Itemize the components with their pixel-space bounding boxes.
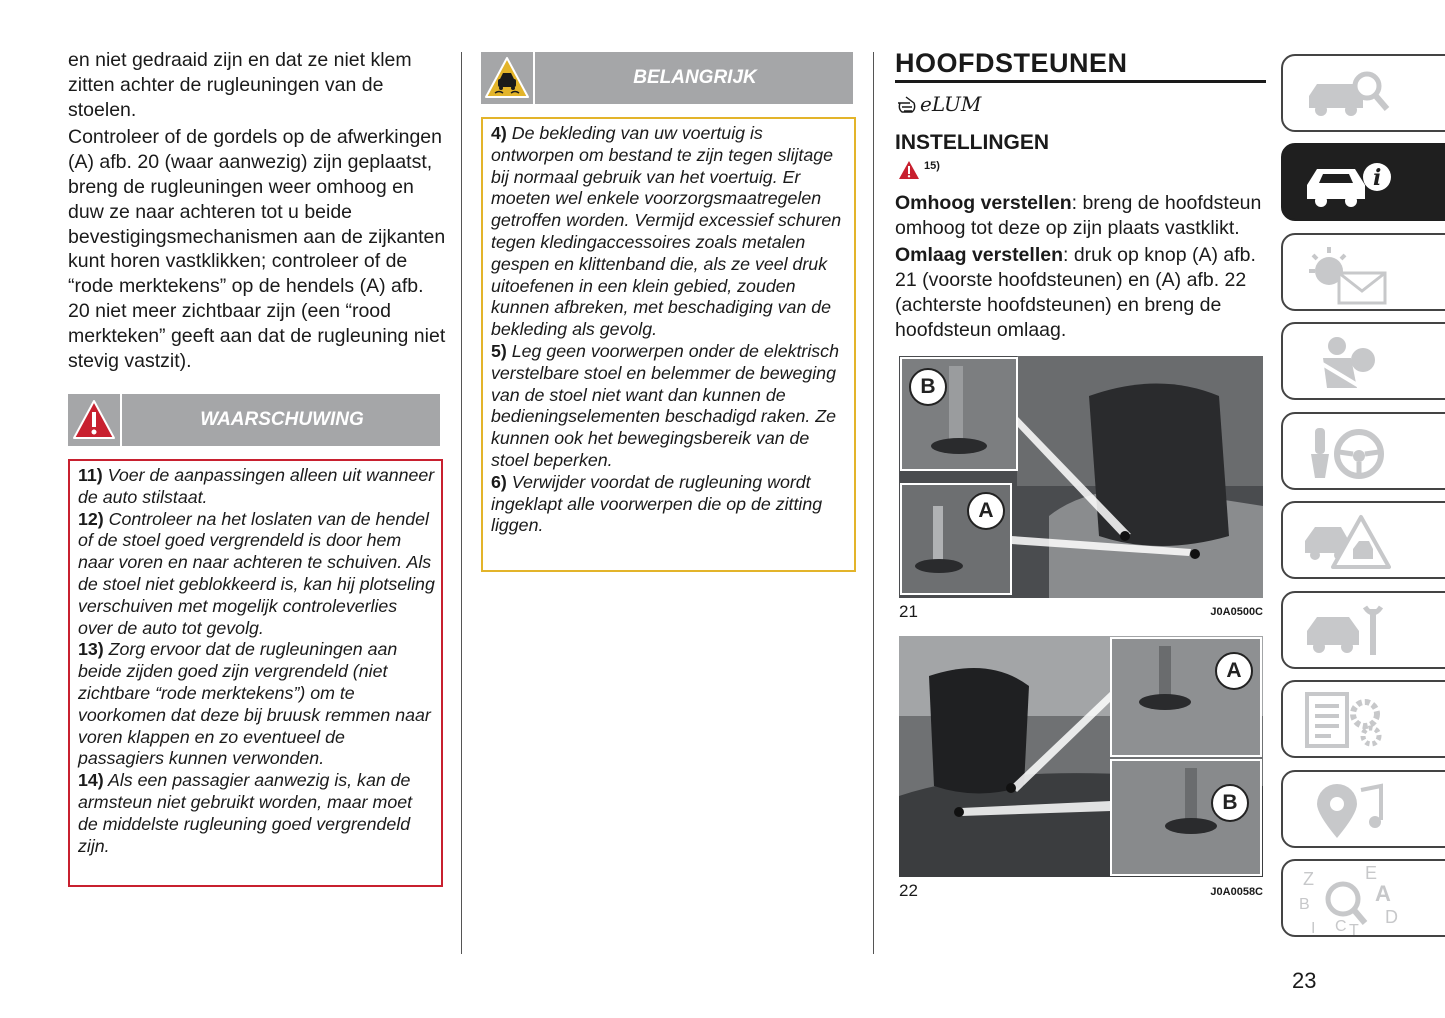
figure-number: 22 <box>899 881 918 900</box>
music-location-icon <box>1301 780 1391 842</box>
callout-a: A <box>967 492 1005 530</box>
tab-maintenance[interactable] <box>1281 591 1445 669</box>
important-title: BELANGRIJK <box>633 67 757 88</box>
tab-car-info[interactable] <box>1281 143 1445 221</box>
warning-triangle-icon <box>898 160 920 180</box>
figure-22-image <box>899 636 1263 877</box>
airbag-icon <box>1301 332 1391 394</box>
warning-reference: 15) <box>898 160 940 180</box>
column-divider <box>461 52 462 954</box>
column3-body <box>895 191 1267 343</box>
tab-lights-messages[interactable] <box>1281 233 1445 311</box>
tab-technical-data[interactable] <box>1281 680 1445 758</box>
pointing-hand-icon <box>896 93 920 115</box>
index-letter: D <box>1385 907 1398 927</box>
warning-header <box>68 394 440 446</box>
light-envelope-icon <box>1301 243 1391 305</box>
car-warning-icon <box>1301 511 1391 573</box>
figure-21-image <box>899 356 1263 598</box>
important-item: 4) De bekleding van uw voertuig is ontworpen om bestand te zijn tegen slijtage bij normaal gebruik van het voertuig. Er moeten wel enkele voorzorgsmaatregelen getroffen worden. Vermijd excessief schuren tegen kledingaccessoires zoals metalen gespen en klittenband die, als ze veel druk uitoefenen in een klein gebied, zouden kunnen afbreken, met beschadiging van de bekleding als gevolg. <box>491 123 842 340</box>
svg-text:i: i <box>1373 165 1382 191</box>
tab-get-to-know-car[interactable] <box>1281 54 1445 132</box>
index-letter: A <box>1375 881 1391 906</box>
section-title: HOOFDSTEUNEN <box>895 46 1266 83</box>
paragraph: Omlaag verstellen: druk op knop (A) afb. 21 (voorste hoofdsteunen) en (A) afb. 22 (achterste hoofdsteunen) en breng de hoofdsteun omlaag. <box>895 244 1256 341</box>
paragraph: en niet gedraaid zijn en dat ze niet klem zitten achter de rugleuningen van de stoelen. <box>68 49 412 121</box>
warning-item: 13) Zorg ervoor dat de rugleuningen aan beide zijden goed zijn vergrendeld (niet zichtbare “rode merktekens”) om te voorkomen dat deze bij bruusk remmen naar voren klappen en zo eventueel de passagiers kunnen verwonden. <box>78 639 431 769</box>
tab-index[interactable] <box>1281 859 1445 937</box>
index-letter: Z <box>1303 869 1314 889</box>
alphabet-search-icon <box>1293 861 1413 939</box>
tab-emergency[interactable] <box>1281 501 1445 579</box>
important-item: 5) Leg geen voorwerpen onder de elektrisch verstelbare stoel en belemmer de beweging van de stoel niet want dan kunnen de bedieningselementen beschadigd raken. Ze kunnen ook het bewegingsbereik van de stoel beperken. <box>491 340 839 470</box>
figure-number: 21 <box>899 602 918 621</box>
figure-code: J0A0500C <box>1210 606 1263 618</box>
tab-multimedia[interactable] <box>1281 770 1445 848</box>
callout-a: A <box>1215 652 1253 690</box>
callout-b: B <box>909 368 947 406</box>
index-letter: C <box>1335 918 1347 935</box>
warning-title: WAARSCHUWING <box>200 409 364 430</box>
car-info-icon <box>1301 153 1391 215</box>
warning-item: 12) Controleer na het loslaten van de hendel of de stoel goed vergrendeld is door hem naar voren en naar achteren te schuiven. Als de stoel niet geblokkeerd is, kan hij plotseling verschuiven met mogelijk controleverlies over de auto tot gevolg. <box>78 508 435 638</box>
important-box <box>481 117 856 572</box>
tab-safety[interactable] <box>1281 322 1445 400</box>
index-letter: E <box>1365 863 1378 883</box>
paragraph: Omhoog verstellen: breng de hoofdsteun omhoog tot deze op zijn plaats vastklikt. <box>895 192 1262 239</box>
important-header <box>481 52 853 104</box>
car-search-icon <box>1301 64 1391 126</box>
page-number: 23 <box>1292 968 1317 993</box>
figure-code: J0A0058C <box>1210 886 1263 898</box>
callout-b: B <box>1211 784 1249 822</box>
subsection-title: INSTELLINGEN <box>895 131 1050 154</box>
tab-starting-driving[interactable] <box>1281 412 1445 490</box>
list-gears-icon <box>1301 690 1391 752</box>
car-hazard-icon <box>481 52 535 104</box>
warning-box <box>68 459 443 887</box>
version-tag: eLUM <box>896 92 981 116</box>
index-letter: I <box>1311 920 1316 937</box>
index-letter: B <box>1299 896 1310 913</box>
warning-item: 11) Voer de aanpassingen alleen uit wanneer de auto stilstaat. <box>78 465 435 507</box>
important-item: 6) Verwijder voordat de rugleuning wordt ingeklapt alle voorwerpen die op de zitting liggen. <box>491 471 823 536</box>
column-divider <box>873 52 874 954</box>
key-steering-icon <box>1301 422 1391 484</box>
paragraph: Controleer of de gordels op de afwerkingen (A) afb. 20 (waar aanwezig) zijn geplaatst, breng de rugleuningen weer omhoog en duw ze naar achteren tot u beide bevestigingsmechanismen aan de zijkanten kunt horen vastklikken; controleer of de “rode merktekens” op de hendels (A) afb. 20 niet meer zichtbaar zijn (een “rood merkteken” geeft aan dat de rugleuning niet stevig vastzit). <box>68 126 446 372</box>
warning-triangle-icon <box>68 394 122 446</box>
index-letter: T <box>1349 922 1359 939</box>
car-wrench-icon <box>1301 601 1391 663</box>
column1-body <box>68 48 448 373</box>
warning-item: 14) Als een passagier aanwezig is, kan de armsteun niet gebruikt worden, maar moet de middelste rugleuning goed vergrendeld zijn. <box>78 770 413 856</box>
